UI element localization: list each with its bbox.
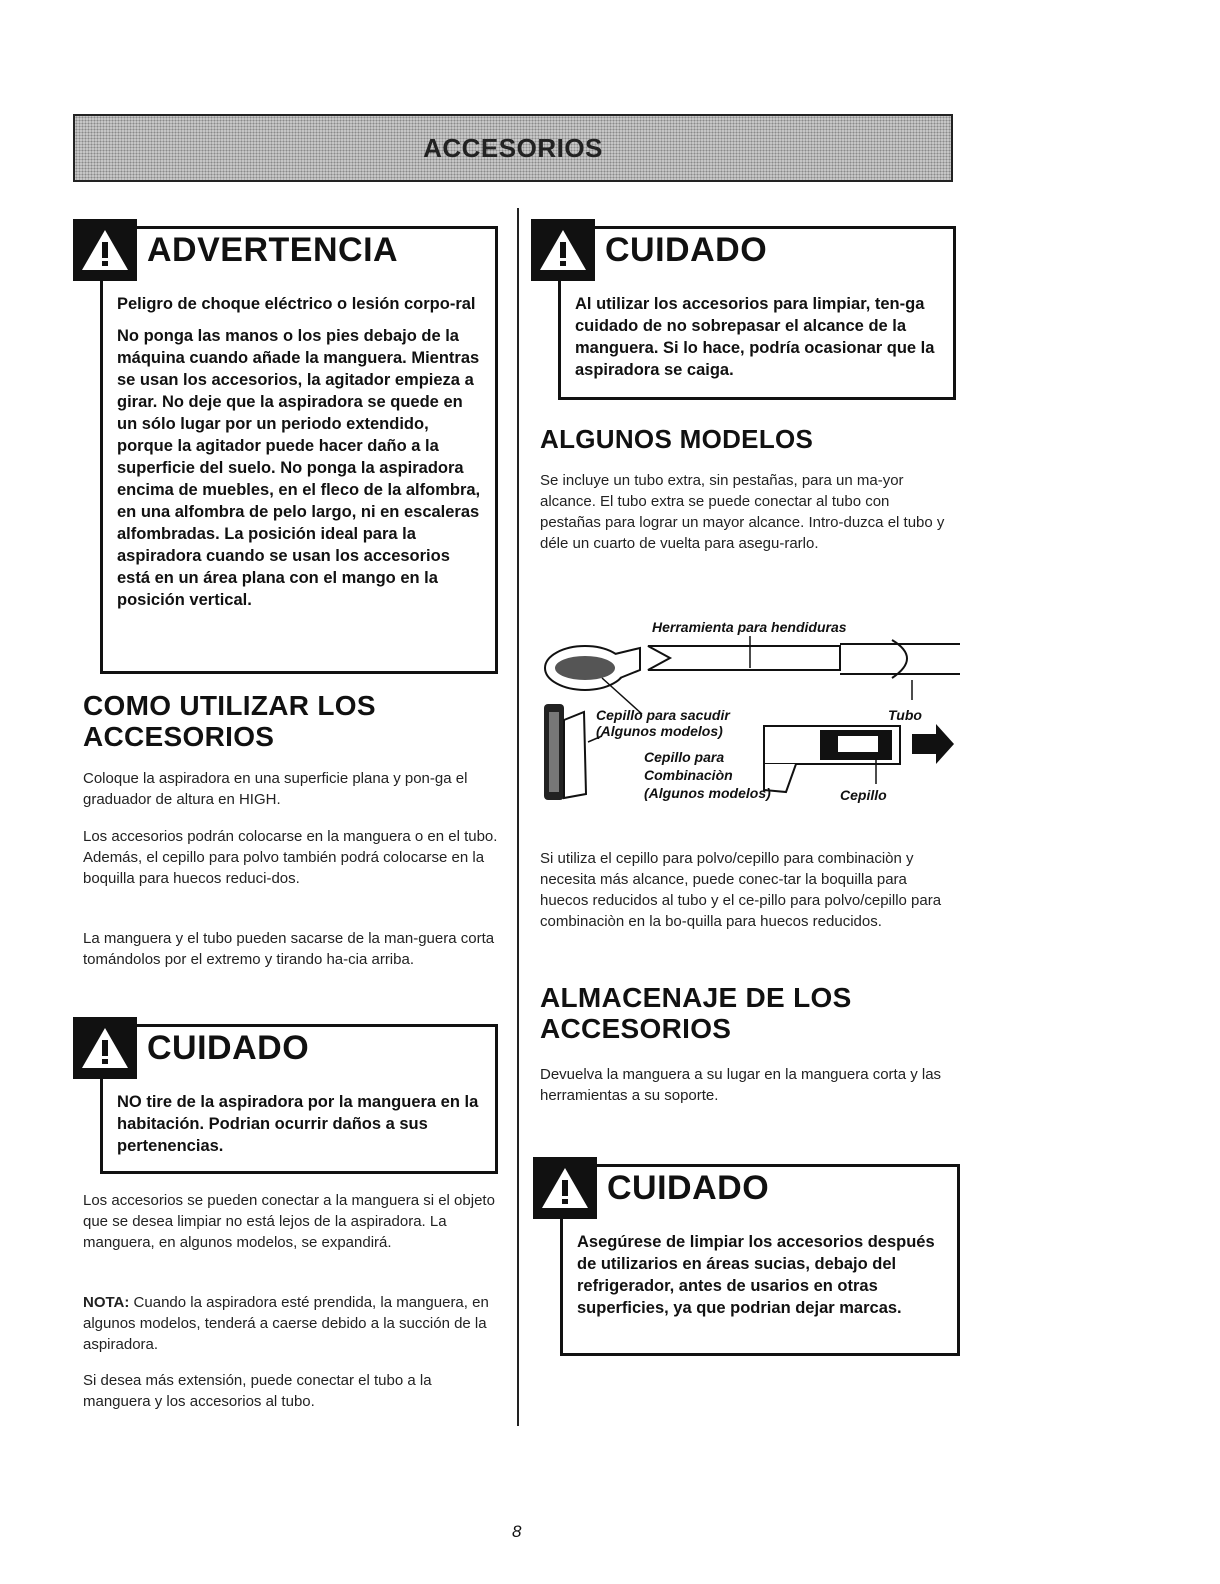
nota-text: Cuando la aspiradora esté prendida, la manguera, en algunos modelos, tenderá a caerse debido a la succión de la aspiradora. <box>83 1294 489 1353</box>
label-herramienta: Herramienta para hendiduras <box>652 619 847 635</box>
como-utilizar-heading <box>83 690 503 752</box>
cuidado-bottom-right-text <box>577 1231 945 1329</box>
page-number: 8 <box>512 1522 522 1541</box>
como-utilizar-p2: Los accesorios podrán colocarse en la manguera o en el tubo. Además, el cepillo para polvo también podrá colocarse en la boquilla para huecos reduci-dos. <box>83 828 498 887</box>
cuidado-bottom-right-box <box>560 1164 960 1356</box>
cuidado-bottom-right-body: Asegúrese de limpiar los accesorios después de utilizarios en áreas sucias, debajo del refrigerador, antes de usarios en otras superficies, ya que podrian dejar marcas. <box>577 1233 935 1317</box>
column-divider <box>517 208 519 1426</box>
label-combinacion-1: Cepillo para <box>644 749 725 765</box>
wand-tube-illustration <box>840 640 960 700</box>
como-utilizar-heading-line2: ACCESORIOS <box>83 721 275 752</box>
combination-brush-illustration <box>764 726 900 792</box>
cuidado-left-box <box>100 1024 498 1174</box>
cuidado-top-right-header <box>531 219 767 281</box>
left-after-p3: Si desea más extensión, puede conectar el tubo a la manguera y los accesorios al tubo. <box>83 1372 432 1410</box>
cuidado-left-header <box>73 1017 309 1079</box>
section-banner <box>73 114 953 182</box>
dusting-brush-top-illustration <box>545 646 640 690</box>
advertencia-header <box>73 219 398 281</box>
nota-label: NOTA: <box>83 1294 130 1311</box>
left-after-p1: Los accesorios se pueden conectar a la manguera si el objeto que se desea limpiar no está lejos de la aspiradora. La manguera, en algunos modelos, se expandirá. <box>83 1192 495 1251</box>
label-cepillo-sacudir-2: (Algunos modelos) <box>596 723 723 739</box>
warning-triangle-icon <box>533 1157 597 1219</box>
como-utilizar-p1: Coloque la aspiradora en una superficie plana y pon-ga el graduador de altura en HIGH. <box>83 770 468 808</box>
advertencia-box <box>100 226 498 674</box>
advertencia-line1: Peligro de choque eléctrico o lesión corpo-ral <box>117 295 476 313</box>
cuidado-left-text <box>117 1091 483 1167</box>
como-utilizar-heading-line1: COMO UTILIZAR LOS <box>83 690 376 721</box>
advertencia-text <box>117 293 483 621</box>
direction-arrow-icon <box>912 724 954 764</box>
cuidado-top-right-title: CUIDADO <box>605 230 768 269</box>
banner-title: ACCESORIOS <box>423 132 603 163</box>
almacenaje-p1: Devuelva la manguera a su lugar en la manguera corta y las herramientas a su soporte. <box>540 1066 942 1104</box>
dusting-brush-side-illustration <box>544 704 586 800</box>
crevice-tool-illustration <box>648 636 840 670</box>
advertencia-title: ADVERTENCIA <box>147 230 399 269</box>
cuidado-bottom-right-title: CUIDADO <box>607 1168 770 1207</box>
right-after-fig-p1: Si utiliza el cepillo para polvo/cepillo para combinaciòn y necesita más alcance, puede conec-tar la boquilla para huecos reducidos al tubo y el ce-pillo para polvo/cepillo para combinaciòn en la bo-quilla para huecos reducidos. <box>540 850 942 930</box>
almacenaje-heading-line2: ACCESORIOS <box>540 1013 732 1044</box>
accessories-figure <box>540 608 960 808</box>
warning-triangle-icon <box>73 219 137 281</box>
cuidado-left-title: CUIDADO <box>147 1028 310 1067</box>
label-cepillo: Cepillo <box>840 787 887 803</box>
label-combinacion-3: (Algunos modelos) <box>644 785 771 801</box>
algunos-modelos-p1: Se incluye un tubo extra, sin pestañas, para un ma-yor alcance. El tubo extra se puede conectar al tubo con pestañas para lograr un mayor alcance. Intro-duzca el tubo y déle un cuarto de vuelta para asegu-rarlo. <box>540 472 945 552</box>
cuidado-left-body: NO tire de la aspiradora por la manguera en la habitación. Podrian ocurrir daños a sus pertenencias. <box>117 1093 479 1155</box>
cuidado-top-right-text <box>575 293 941 391</box>
advertencia-body: No ponga las manos o los pies debajo de la máquina cuando añade la manguera. Mientras se usan los accesorios, la agitador empieza a girar. No deje que la aspiradora se quede en un sólo lugar por un periodo extendido, porque la agitador puede hacer daño a la superficie del suelo. No ponga la aspiradora encima de muebles, en el fleco de la alfombra, en una alfombra de pelo largo, ni en escaleras alfombradas. La posición ideal para la aspiradora cuando se usan los accesorios está en un área plana con el mango en la posición vertical. <box>117 327 481 609</box>
warning-triangle-icon <box>73 1017 137 1079</box>
como-utilizar-p3: La manguera y el tubo pueden sacarse de la man-guera corta tomándolos por el extremo y tirando ha-cia arriba. <box>83 930 495 968</box>
almacenaje-heading-line1: ALMACENAJE DE LOS <box>540 982 852 1013</box>
label-combinacion-2: Combinaciòn <box>644 767 733 783</box>
label-cepillo-sacudir-1: Cepillo para sacudir <box>596 707 730 723</box>
cuidado-bottom-right-header <box>533 1157 769 1219</box>
left-after-nota <box>83 1292 501 1355</box>
warning-triangle-icon <box>531 219 595 281</box>
almacenaje-heading <box>540 982 960 1044</box>
cuidado-top-right-box <box>558 226 956 400</box>
cuidado-top-right-body: Al utilizar los accesorios para limpiar, ten-ga cuidado de no sobrepasar el alcance de la manguera. Si lo hace, podría ocasionar que la aspiradora se caiga. <box>575 295 935 379</box>
label-tubo: Tubo <box>888 707 922 723</box>
algunos-modelos-heading: ALGUNOS MODELOS <box>540 424 814 454</box>
